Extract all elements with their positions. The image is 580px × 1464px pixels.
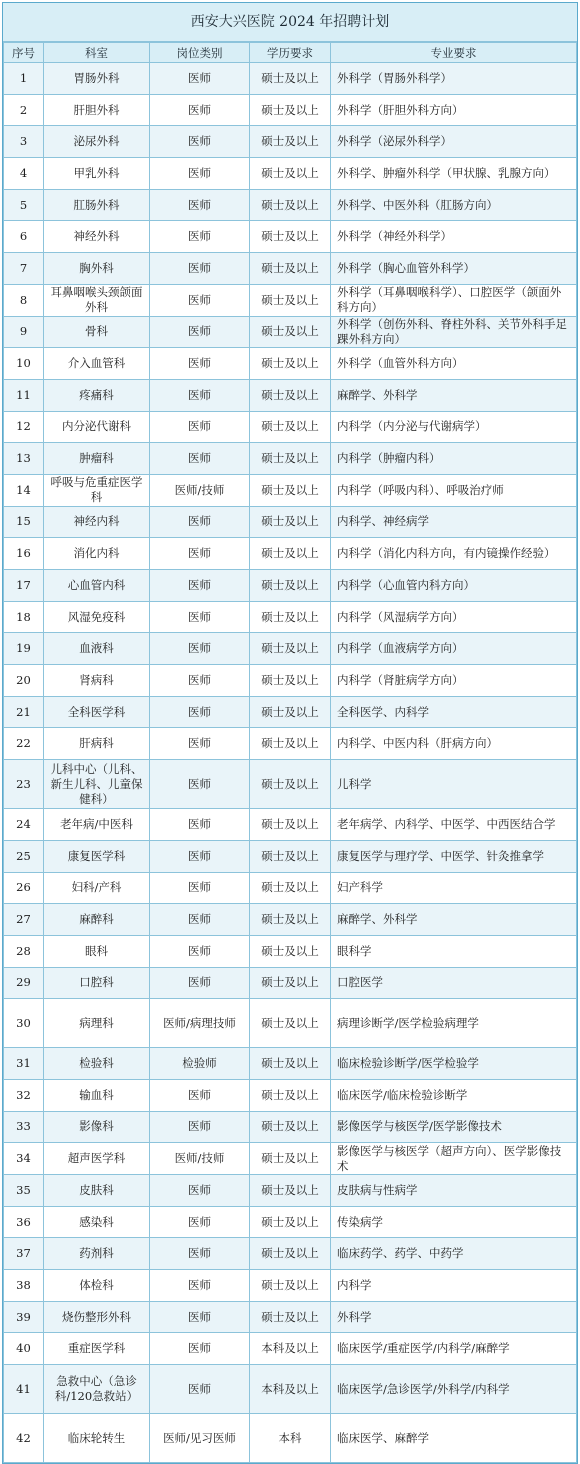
cell-education: 硕士及以上 — [250, 872, 331, 904]
cell-major: 外科学、中医外科（肛肠方向） — [331, 189, 577, 221]
table-row — [4, 1206, 577, 1238]
cell-major: 内科学（呼吸内科）、呼吸治疗师 — [331, 474, 577, 506]
cell-index: 14 — [4, 474, 44, 506]
cell-department: 神经外科 — [44, 221, 150, 253]
table-row — [4, 221, 577, 253]
cell-position: 医师 — [150, 633, 250, 665]
cell-department: 肛肠外科 — [44, 189, 150, 221]
table-row — [4, 411, 577, 443]
cell-department: 临床轮转生 — [44, 1414, 150, 1463]
cell-education: 硕士及以上 — [250, 1270, 331, 1302]
cell-education: 硕士及以上 — [250, 1111, 331, 1143]
table-row — [4, 316, 577, 348]
table-row — [4, 1175, 577, 1207]
cell-department: 胃肠外科 — [44, 63, 150, 95]
cell-major: 内科学 — [331, 1270, 577, 1302]
cell-major: 外科学（胸心血管外科学） — [331, 253, 577, 285]
cell-education: 硕士及以上 — [250, 601, 331, 633]
cell-index: 19 — [4, 633, 44, 665]
cell-major: 内科学（心血管内科方向） — [331, 570, 577, 602]
cell-position: 医师 — [150, 760, 250, 809]
cell-major: 影像医学与核医学/医学影像技术 — [331, 1111, 577, 1143]
cell-education: 硕士及以上 — [250, 633, 331, 665]
cell-department: 口腔科 — [44, 967, 150, 999]
cell-education: 硕士及以上 — [250, 158, 331, 190]
cell-position: 医师/病理技师 — [150, 999, 250, 1048]
cell-index: 33 — [4, 1111, 44, 1143]
cell-major: 内科学（肿瘤内科） — [331, 443, 577, 475]
cell-major: 外科学（肝胆外科方向） — [331, 94, 577, 126]
cell-index: 1 — [4, 63, 44, 95]
cell-index: 26 — [4, 872, 44, 904]
cell-index: 5 — [4, 189, 44, 221]
cell-education: 硕士及以上 — [250, 1301, 331, 1333]
cell-major: 口腔医学 — [331, 967, 577, 999]
cell-index: 20 — [4, 665, 44, 697]
cell-department: 泌尿外科 — [44, 126, 150, 158]
cell-education: 硕士及以上 — [250, 1079, 331, 1111]
cell-major: 传染病学 — [331, 1206, 577, 1238]
cell-index: 6 — [4, 221, 44, 253]
cell-position: 医师 — [150, 601, 250, 633]
cell-department: 骨科 — [44, 316, 150, 348]
cell-education: 硕士及以上 — [250, 999, 331, 1048]
table-row — [4, 601, 577, 633]
cell-major: 内科学、中医内科（肝病方向） — [331, 728, 577, 760]
cell-index: 17 — [4, 570, 44, 602]
table-row — [4, 1048, 577, 1080]
cell-department: 呼吸与危重症医学科 — [44, 474, 150, 506]
cell-position: 医师/技师 — [150, 1143, 250, 1175]
cell-education: 硕士及以上 — [250, 809, 331, 841]
cell-position: 医师 — [150, 506, 250, 538]
cell-position: 医师 — [150, 1206, 250, 1238]
table-row — [4, 284, 577, 316]
cell-position: 医师 — [150, 158, 250, 190]
cell-index: 21 — [4, 696, 44, 728]
cell-major: 临床医学/重症医学/内科学/麻醉学 — [331, 1333, 577, 1365]
cell-position: 检验师 — [150, 1048, 250, 1080]
cell-major: 临床医学、麻醉学 — [331, 1414, 577, 1463]
cell-department: 输血科 — [44, 1079, 150, 1111]
cell-department: 神经内科 — [44, 506, 150, 538]
cell-index: 42 — [4, 1414, 44, 1463]
cell-department: 内分泌代谢科 — [44, 411, 150, 443]
cell-department: 检验科 — [44, 1048, 150, 1080]
cell-department: 急救中心（急诊科/120急救站） — [44, 1365, 150, 1414]
cell-education: 硕士及以上 — [250, 728, 331, 760]
cell-education: 硕士及以上 — [250, 696, 331, 728]
cell-education: 本科及以上 — [250, 1333, 331, 1365]
cell-index: 15 — [4, 506, 44, 538]
cell-education: 硕士及以上 — [250, 840, 331, 872]
cell-index: 34 — [4, 1143, 44, 1175]
cell-major: 内科学（消化内科方向，有内镜操作经验） — [331, 538, 577, 570]
cell-education: 本科 — [250, 1414, 331, 1463]
table-row — [4, 1414, 577, 1463]
cell-position: 医师 — [150, 840, 250, 872]
cell-index: 31 — [4, 1048, 44, 1080]
cell-department: 肝胆外科 — [44, 94, 150, 126]
cell-major: 全科医学、内科学 — [331, 696, 577, 728]
cell-department: 儿科中心（儿科、新生儿科、儿童保健科） — [44, 760, 150, 809]
cell-position: 医师 — [150, 904, 250, 936]
table-row — [4, 904, 577, 936]
cell-major: 外科学（创伤外科、脊柱外科、关节外科手足踝外科方向） — [331, 316, 577, 348]
cell-major: 临床医学/急诊医学/外科学/内科学 — [331, 1365, 577, 1414]
cell-department: 药剂科 — [44, 1238, 150, 1270]
cell-position: 医师 — [150, 221, 250, 253]
table-row — [4, 1079, 577, 1111]
table-row — [4, 443, 577, 475]
cell-major: 内科学（内分泌与代谢病学） — [331, 411, 577, 443]
cell-index: 28 — [4, 935, 44, 967]
cell-major: 外科学（神经外科学） — [331, 221, 577, 253]
cell-index: 4 — [4, 158, 44, 190]
cell-major: 老年病学、内科学、中医学、中西医结合学 — [331, 809, 577, 841]
cell-position: 医师 — [150, 1175, 250, 1207]
cell-education: 硕士及以上 — [250, 1206, 331, 1238]
cell-department: 血液科 — [44, 633, 150, 665]
cell-position: 医师 — [150, 379, 250, 411]
cell-position: 医师 — [150, 1079, 250, 1111]
cell-major: 麻醉学、外科学 — [331, 904, 577, 936]
cell-position: 医师 — [150, 935, 250, 967]
header-major: 专业要求 — [331, 43, 577, 63]
header-row — [4, 43, 577, 63]
cell-index: 10 — [4, 348, 44, 380]
table-row — [4, 189, 577, 221]
cell-index: 3 — [4, 126, 44, 158]
cell-education: 硕士及以上 — [250, 760, 331, 809]
header-position: 岗位类别 — [150, 43, 250, 63]
table-title: 西安大兴医院 2024 年招聘计划 — [3, 3, 577, 42]
cell-index: 35 — [4, 1175, 44, 1207]
cell-education: 硕士及以上 — [250, 474, 331, 506]
cell-department: 超声医学科 — [44, 1143, 150, 1175]
cell-position: 医师 — [150, 1238, 250, 1270]
cell-education: 硕士及以上 — [250, 904, 331, 936]
table-row — [4, 506, 577, 538]
cell-education: 硕士及以上 — [250, 348, 331, 380]
cell-index: 11 — [4, 379, 44, 411]
table-row — [4, 999, 577, 1048]
cell-major: 内科学（风湿病学方向） — [331, 601, 577, 633]
cell-major: 外科学、肿瘤外科学（甲状腺、乳腺方向） — [331, 158, 577, 190]
cell-index: 37 — [4, 1238, 44, 1270]
cell-position: 医师 — [150, 316, 250, 348]
cell-position: 医师 — [150, 872, 250, 904]
cell-index: 41 — [4, 1365, 44, 1414]
cell-department: 重症医学科 — [44, 1333, 150, 1365]
table-row — [4, 809, 577, 841]
cell-position: 医师 — [150, 570, 250, 602]
cell-education: 硕士及以上 — [250, 379, 331, 411]
cell-department: 康复医学科 — [44, 840, 150, 872]
cell-education: 本科及以上 — [250, 1365, 331, 1414]
cell-department: 病理科 — [44, 999, 150, 1048]
table-row — [4, 1301, 577, 1333]
cell-major: 病理诊断学/医学检验病理学 — [331, 999, 577, 1048]
cell-department: 皮肤科 — [44, 1175, 150, 1207]
cell-position: 医师 — [150, 967, 250, 999]
cell-index: 7 — [4, 253, 44, 285]
cell-position: 医师 — [150, 1270, 250, 1302]
cell-major: 内科学（血液病学方向） — [331, 633, 577, 665]
cell-department: 甲乳外科 — [44, 158, 150, 190]
cell-index: 8 — [4, 284, 44, 316]
cell-department: 肿瘤科 — [44, 443, 150, 475]
cell-position: 医师 — [150, 284, 250, 316]
cell-education: 硕士及以上 — [250, 253, 331, 285]
cell-department: 耳鼻咽喉头颈颌面外科 — [44, 284, 150, 316]
cell-education: 硕士及以上 — [250, 935, 331, 967]
table-row — [4, 570, 577, 602]
cell-position: 医师 — [150, 63, 250, 95]
cell-index: 36 — [4, 1206, 44, 1238]
cell-position: 医师 — [150, 538, 250, 570]
cell-department: 烧伤整形外科 — [44, 1301, 150, 1333]
table-row — [4, 760, 577, 809]
cell-index: 2 — [4, 94, 44, 126]
cell-position: 医师 — [150, 189, 250, 221]
table-row — [4, 1111, 577, 1143]
cell-major: 临床检验诊断学/医学检验学 — [331, 1048, 577, 1080]
cell-department: 肾病科 — [44, 665, 150, 697]
table-row — [4, 63, 577, 95]
cell-education: 硕士及以上 — [250, 221, 331, 253]
cell-position: 医师 — [150, 348, 250, 380]
table-row — [4, 728, 577, 760]
table-row — [4, 696, 577, 728]
table-row — [4, 967, 577, 999]
cell-index: 24 — [4, 809, 44, 841]
cell-index: 9 — [4, 316, 44, 348]
cell-index: 12 — [4, 411, 44, 443]
table-row — [4, 94, 577, 126]
recruitment-table — [3, 42, 577, 1463]
cell-index: 30 — [4, 999, 44, 1048]
header-education: 学历要求 — [250, 43, 331, 63]
cell-major: 内科学、神经病学 — [331, 506, 577, 538]
cell-index: 27 — [4, 904, 44, 936]
cell-index: 25 — [4, 840, 44, 872]
table-row — [4, 1365, 577, 1414]
cell-education: 硕士及以上 — [250, 411, 331, 443]
cell-education: 硕士及以上 — [250, 1238, 331, 1270]
cell-major: 康复医学与理疗学、中医学、针灸推拿学 — [331, 840, 577, 872]
cell-position: 医师 — [150, 443, 250, 475]
cell-index: 39 — [4, 1301, 44, 1333]
cell-education: 硕士及以上 — [250, 506, 331, 538]
cell-major: 外科学（耳鼻咽喉科学）、口腔医学（颌面外科方向） — [331, 284, 577, 316]
table-row — [4, 1238, 577, 1270]
cell-major: 外科学（血管外科方向） — [331, 348, 577, 380]
table-row — [4, 1143, 577, 1175]
cell-position: 医师 — [150, 1333, 250, 1365]
cell-department: 风湿免疫科 — [44, 601, 150, 633]
cell-major: 内科学（肾脏病学方向） — [331, 665, 577, 697]
cell-position: 医师 — [150, 1365, 250, 1414]
cell-index: 40 — [4, 1333, 44, 1365]
cell-education: 硕士及以上 — [250, 126, 331, 158]
cell-department: 全科医学科 — [44, 696, 150, 728]
cell-education: 硕士及以上 — [250, 1175, 331, 1207]
cell-index: 13 — [4, 443, 44, 475]
table-row — [4, 158, 577, 190]
cell-position: 医师 — [150, 665, 250, 697]
cell-position: 医师 — [150, 1111, 250, 1143]
cell-position: 医师/见习医师 — [150, 1414, 250, 1463]
table-row — [4, 348, 577, 380]
cell-education: 硕士及以上 — [250, 63, 331, 95]
cell-position: 医师 — [150, 126, 250, 158]
cell-index: 32 — [4, 1079, 44, 1111]
cell-education: 硕士及以上 — [250, 967, 331, 999]
cell-department: 影像科 — [44, 1111, 150, 1143]
cell-major: 临床药学、药学、中药学 — [331, 1238, 577, 1270]
cell-education: 硕士及以上 — [250, 1048, 331, 1080]
table-row — [4, 379, 577, 411]
table-body — [4, 63, 577, 1463]
cell-education: 硕士及以上 — [250, 443, 331, 475]
cell-position: 医师 — [150, 253, 250, 285]
cell-index: 38 — [4, 1270, 44, 1302]
cell-education: 硕士及以上 — [250, 316, 331, 348]
cell-department: 麻醉科 — [44, 904, 150, 936]
cell-index: 29 — [4, 967, 44, 999]
cell-department: 老年病/中医科 — [44, 809, 150, 841]
cell-education: 硕士及以上 — [250, 284, 331, 316]
cell-position: 医师 — [150, 809, 250, 841]
cell-department: 疼痛科 — [44, 379, 150, 411]
cell-education: 硕士及以上 — [250, 570, 331, 602]
cell-department: 妇科/产科 — [44, 872, 150, 904]
cell-education: 硕士及以上 — [250, 665, 331, 697]
cell-major: 临床医学/临床检验诊断学 — [331, 1079, 577, 1111]
cell-major: 外科学（泌尿外科学） — [331, 126, 577, 158]
table-row — [4, 253, 577, 285]
cell-major: 眼科学 — [331, 935, 577, 967]
cell-education: 硕士及以上 — [250, 189, 331, 221]
cell-major: 皮肤病与性病学 — [331, 1175, 577, 1207]
cell-department: 眼科 — [44, 935, 150, 967]
cell-position: 医师 — [150, 696, 250, 728]
table-row — [4, 935, 577, 967]
cell-major: 外科学 — [331, 1301, 577, 1333]
cell-department: 介入血管科 — [44, 348, 150, 380]
header-index: 序号 — [4, 43, 44, 63]
cell-department: 感染科 — [44, 1206, 150, 1238]
cell-department: 肝病科 — [44, 728, 150, 760]
recruitment-table-container — [2, 2, 578, 1464]
header-department: 科室 — [44, 43, 150, 63]
cell-major: 儿科学 — [331, 760, 577, 809]
cell-major: 外科学（胃肠外科学） — [331, 63, 577, 95]
cell-position: 医师 — [150, 411, 250, 443]
cell-department: 消化内科 — [44, 538, 150, 570]
table-row — [4, 840, 577, 872]
cell-department: 体检科 — [44, 1270, 150, 1302]
table-row — [4, 665, 577, 697]
cell-position: 医师 — [150, 94, 250, 126]
table-row — [4, 474, 577, 506]
table-row — [4, 872, 577, 904]
cell-position: 医师 — [150, 1301, 250, 1333]
cell-position: 医师/技师 — [150, 474, 250, 506]
cell-major: 妇产科学 — [331, 872, 577, 904]
table-row — [4, 1333, 577, 1365]
cell-major: 影像医学与核医学（超声方向）、医学影像技术 — [331, 1143, 577, 1175]
cell-department: 胸外科 — [44, 253, 150, 285]
cell-education: 硕士及以上 — [250, 94, 331, 126]
table-row — [4, 1270, 577, 1302]
cell-education: 硕士及以上 — [250, 538, 331, 570]
cell-major: 麻醉学、外科学 — [331, 379, 577, 411]
cell-index: 22 — [4, 728, 44, 760]
table-row — [4, 126, 577, 158]
cell-education: 硕士及以上 — [250, 1143, 331, 1175]
cell-index: 16 — [4, 538, 44, 570]
table-row — [4, 633, 577, 665]
cell-index: 23 — [4, 760, 44, 809]
cell-index: 18 — [4, 601, 44, 633]
table-row — [4, 538, 577, 570]
cell-position: 医师 — [150, 728, 250, 760]
cell-department: 心血管内科 — [44, 570, 150, 602]
